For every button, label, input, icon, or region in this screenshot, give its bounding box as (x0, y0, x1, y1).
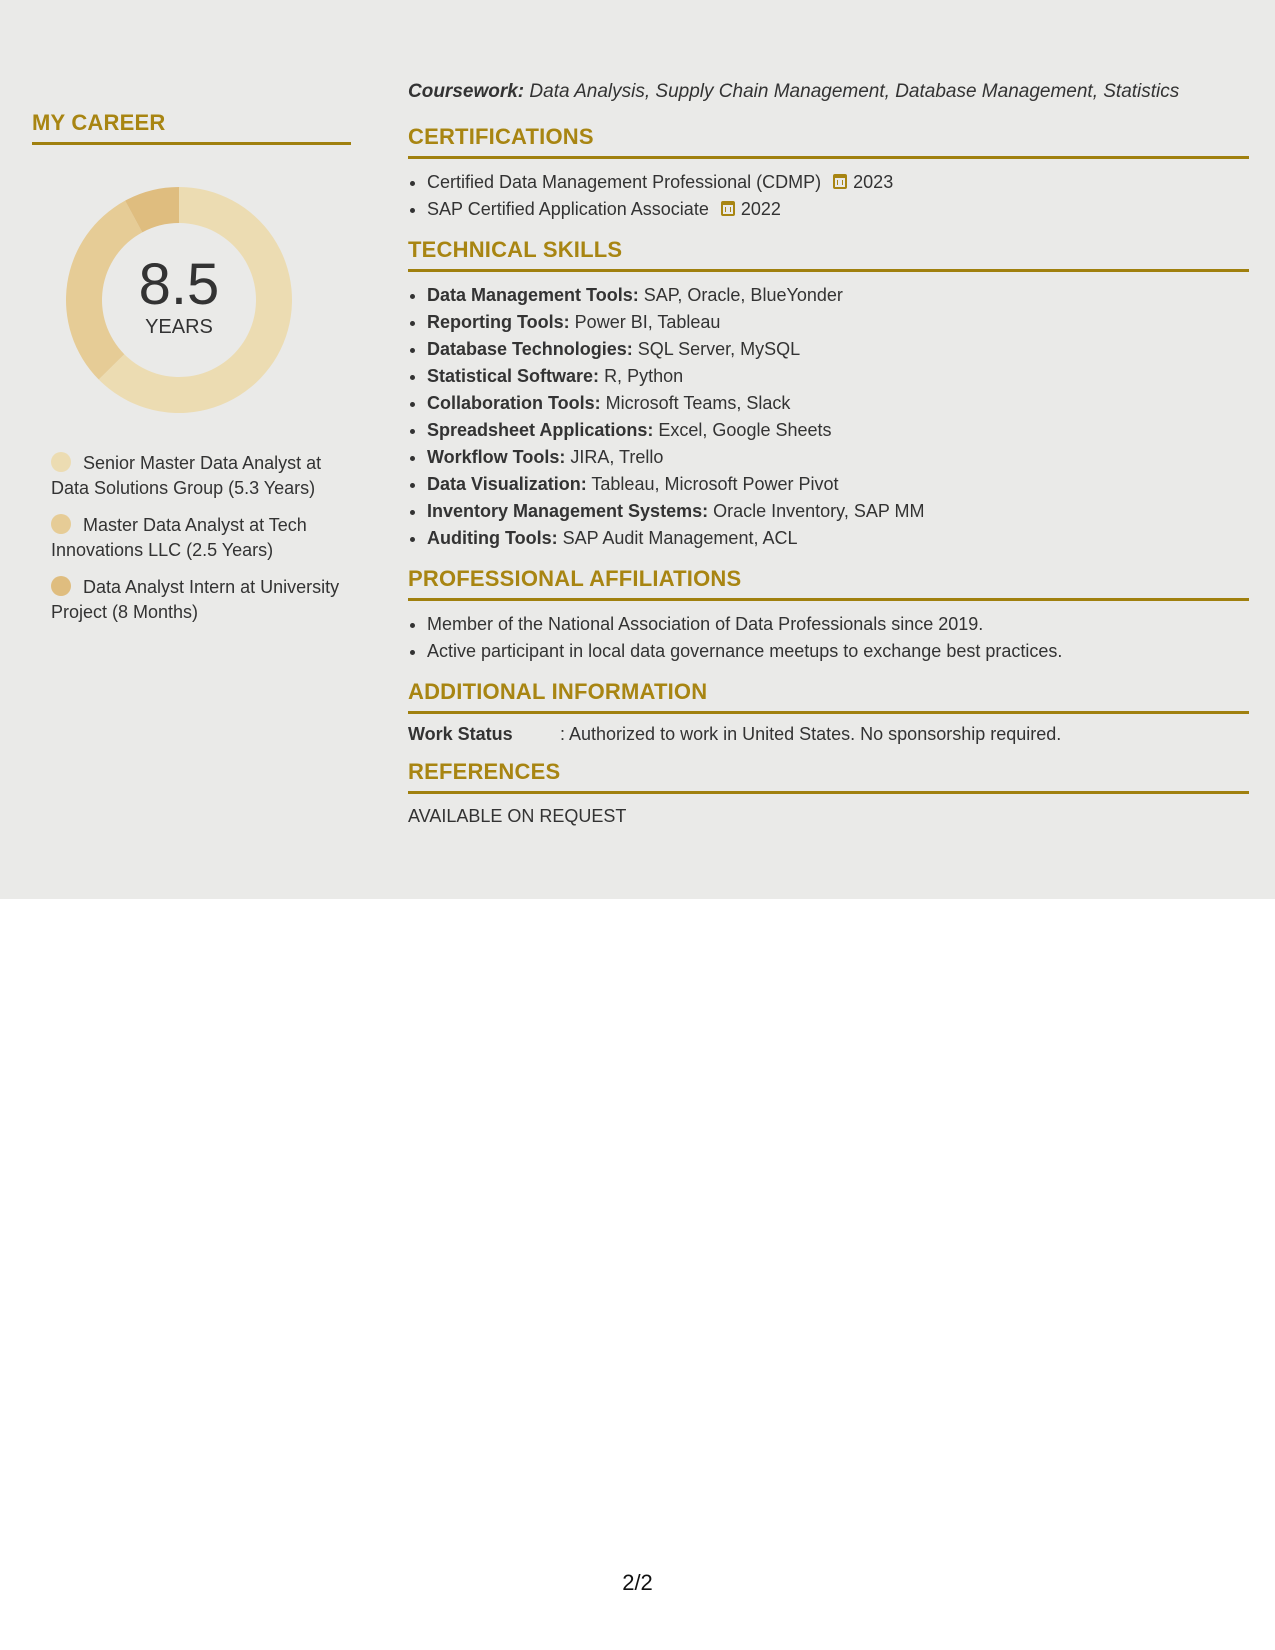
skill-item (427, 282, 1249, 309)
certification-item (427, 196, 1249, 223)
skill-label: Statistical Software: (427, 366, 600, 386)
skill-value: SAP Audit Management, ACL (562, 528, 798, 548)
skill-item (427, 498, 1249, 525)
legend-label: Data Analyst Intern at University Project (8 Months) (51, 577, 340, 622)
skill-item (427, 309, 1249, 336)
career-donut-chart (66, 187, 292, 413)
coursework-label: Coursework: (408, 81, 525, 102)
skill-value: Tableau, Microsoft Power Pivot (591, 474, 839, 494)
legend-dot-icon (51, 452, 71, 472)
skill-label: Database Technologies: (427, 339, 633, 359)
affiliations-title: PROFESSIONAL AFFILIATIONS (408, 566, 1249, 601)
work-status-label: Work Status (408, 724, 513, 744)
skill-value: Power BI, Tableau (574, 312, 721, 332)
affiliations-list (408, 611, 1249, 665)
page-number: 2/2 (622, 1570, 653, 1595)
left-column (32, 110, 351, 637)
work-status-row (408, 724, 1249, 745)
donut-center (66, 187, 292, 413)
career-total-value: 8.5 (138, 251, 220, 317)
skill-value: Excel, Google Sheets (658, 420, 832, 440)
right-column (408, 78, 1249, 841)
coursework (408, 78, 1249, 106)
skill-label: Data Management Tools: (427, 285, 639, 305)
certifications-title: CERTIFICATIONS (408, 124, 1249, 159)
skill-item (427, 336, 1249, 363)
certification-item (427, 169, 1249, 196)
certifications-list (408, 169, 1249, 223)
skill-value: SQL Server, MySQL (637, 339, 801, 359)
certification-year: 2022 (740, 199, 781, 219)
additional-info-section (408, 679, 1249, 745)
skill-item (427, 363, 1249, 390)
skill-label: Auditing Tools: (427, 528, 558, 548)
career-total-unit: YEARS (145, 315, 213, 338)
affiliation-item: • Member of the National Association of Data Professionals since 2019. (427, 611, 1249, 638)
skills-title: TECHNICAL SKILLS (408, 237, 1249, 272)
affiliation-item: • Active participant in local data governance meetups to exchange best practices. (427, 638, 1249, 665)
certification-name: SAP Certified Application Associate (427, 199, 709, 219)
skill-value: SAP, Oracle, BlueYonder (643, 285, 843, 305)
skill-item (427, 525, 1249, 552)
legend-dot-icon (51, 514, 71, 534)
work-status-value: : Authorized to work in United States. No sponsorship required. (560, 724, 1062, 744)
skill-value: Oracle Inventory, SAP MM (713, 501, 925, 521)
legend-item (51, 513, 351, 563)
references-text: AVAILABLE ON REQUEST (408, 806, 627, 826)
additional-info-title: ADDITIONAL INFORMATION (408, 679, 1249, 714)
career-legend (51, 451, 351, 625)
skill-item (427, 444, 1249, 471)
coursework-text: Data Analysis, Supply Chain Management, Database Management, Statistics (529, 81, 1180, 102)
skill-label: Workflow Tools: (427, 447, 566, 467)
references-section (408, 759, 1249, 827)
skill-item (427, 417, 1249, 444)
affiliations-section (408, 566, 1249, 665)
certification-name: Certified Data Management Professional (CDMP) (427, 172, 822, 192)
skill-value: Microsoft Teams, Slack (605, 393, 791, 413)
references-title: REFERENCES (408, 759, 1249, 794)
legend-dot-icon (51, 576, 71, 596)
career-section-title: MY CAREER (32, 110, 351, 145)
skills-list (408, 282, 1249, 552)
skill-item (427, 390, 1249, 417)
skill-label: Reporting Tools: (427, 312, 570, 332)
calendar-icon (833, 174, 847, 189)
skills-section (408, 237, 1249, 552)
skill-value: JIRA, Trello (570, 447, 664, 467)
calendar-icon (721, 201, 735, 216)
certifications-section (408, 124, 1249, 223)
legend-item (51, 575, 351, 625)
legend-label: Master Data Analyst at Tech Innovations LLC (2.5 Years) (51, 515, 307, 560)
skill-value: R, Python (604, 366, 684, 386)
skill-label: Inventory Management Systems: (427, 501, 709, 521)
legend-label: Senior Master Data Analyst at Data Solutions Group (5.3 Years) (51, 453, 322, 498)
skill-label: Collaboration Tools: (427, 393, 601, 413)
skill-label: Spreadsheet Applications: (427, 420, 654, 440)
legend-item (51, 451, 351, 501)
certification-year: 2023 (853, 172, 894, 192)
skill-label: Data Visualization: (427, 474, 587, 494)
skill-item (427, 471, 1249, 498)
